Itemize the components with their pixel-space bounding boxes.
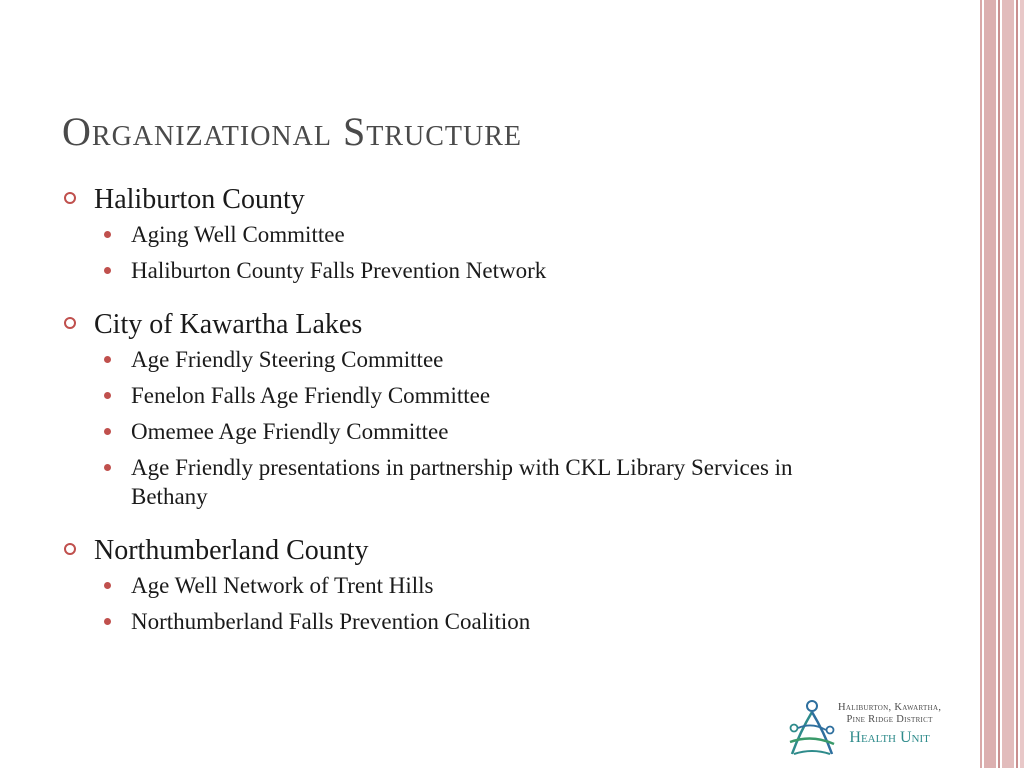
stripe bbox=[1002, 0, 1014, 768]
sub-list bbox=[60, 345, 940, 511]
section-heading-text: Northumberland County bbox=[94, 535, 369, 566]
logo-line-2: Pine Ridge District bbox=[846, 714, 933, 725]
list-item-text: Haliburton County Falls Prevention Network bbox=[131, 258, 547, 283]
section-heading bbox=[60, 182, 940, 218]
list-item-text: Age Friendly presentations in partnership with CKL Library Services in Bethany bbox=[131, 455, 793, 509]
list-item-text: Age Friendly Steering Committee bbox=[131, 347, 444, 372]
sub-list bbox=[60, 220, 940, 285]
section-heading bbox=[60, 533, 940, 569]
dot-bullet-icon bbox=[104, 618, 111, 625]
list-item bbox=[60, 417, 940, 446]
section-heading-text: Haliburton County bbox=[94, 184, 305, 215]
dot-bullet-icon bbox=[104, 464, 111, 471]
slide-content bbox=[60, 182, 940, 658]
list-item-text: Northumberland Falls Prevention Coalition bbox=[131, 609, 531, 634]
list-item bbox=[60, 256, 940, 285]
stripe bbox=[984, 0, 996, 768]
health-unit-logo bbox=[786, 696, 976, 762]
decorative-stripes bbox=[980, 0, 1024, 768]
list-item-text: Aging Well Committee bbox=[131, 222, 345, 247]
list-item-text: Fenelon Falls Age Friendly Committee bbox=[131, 383, 491, 408]
logo-line-3: Health Unit bbox=[849, 729, 930, 746]
dot-bullet-icon bbox=[104, 392, 111, 399]
slide-title: Organizational Structure bbox=[62, 109, 522, 154]
stripe bbox=[998, 0, 1000, 768]
section-northumberland bbox=[60, 533, 940, 636]
list-item-text: Age Well Network of Trent Hills bbox=[131, 573, 434, 598]
dot-bullet-icon bbox=[104, 356, 111, 363]
dot-bullet-icon bbox=[104, 231, 111, 238]
stripe bbox=[1016, 0, 1018, 768]
health-unit-emblem-icon bbox=[786, 698, 838, 760]
stripe bbox=[1020, 0, 1024, 768]
section-haliburton bbox=[60, 182, 940, 285]
section-kawartha bbox=[60, 307, 940, 511]
logo-line-1: Haliburton, Kawartha, bbox=[838, 702, 942, 713]
list-item bbox=[60, 453, 940, 511]
list-item bbox=[60, 220, 940, 249]
stripe bbox=[980, 0, 982, 768]
dot-bullet-icon bbox=[104, 582, 111, 589]
sub-list bbox=[60, 571, 940, 636]
section-heading bbox=[60, 307, 940, 343]
list-item bbox=[60, 571, 940, 600]
dot-bullet-icon bbox=[104, 428, 111, 435]
dot-bullet-icon bbox=[104, 267, 111, 274]
section-heading-text: City of Kawartha Lakes bbox=[94, 309, 363, 340]
ring-bullet-icon bbox=[64, 192, 76, 204]
logo-text bbox=[838, 702, 941, 748]
ring-bullet-icon bbox=[64, 543, 76, 555]
list-item bbox=[60, 607, 940, 636]
ring-bullet-icon bbox=[64, 317, 76, 329]
list-item bbox=[60, 345, 940, 374]
list-item-text: Omemee Age Friendly Committee bbox=[131, 419, 449, 444]
list-item bbox=[60, 381, 940, 410]
